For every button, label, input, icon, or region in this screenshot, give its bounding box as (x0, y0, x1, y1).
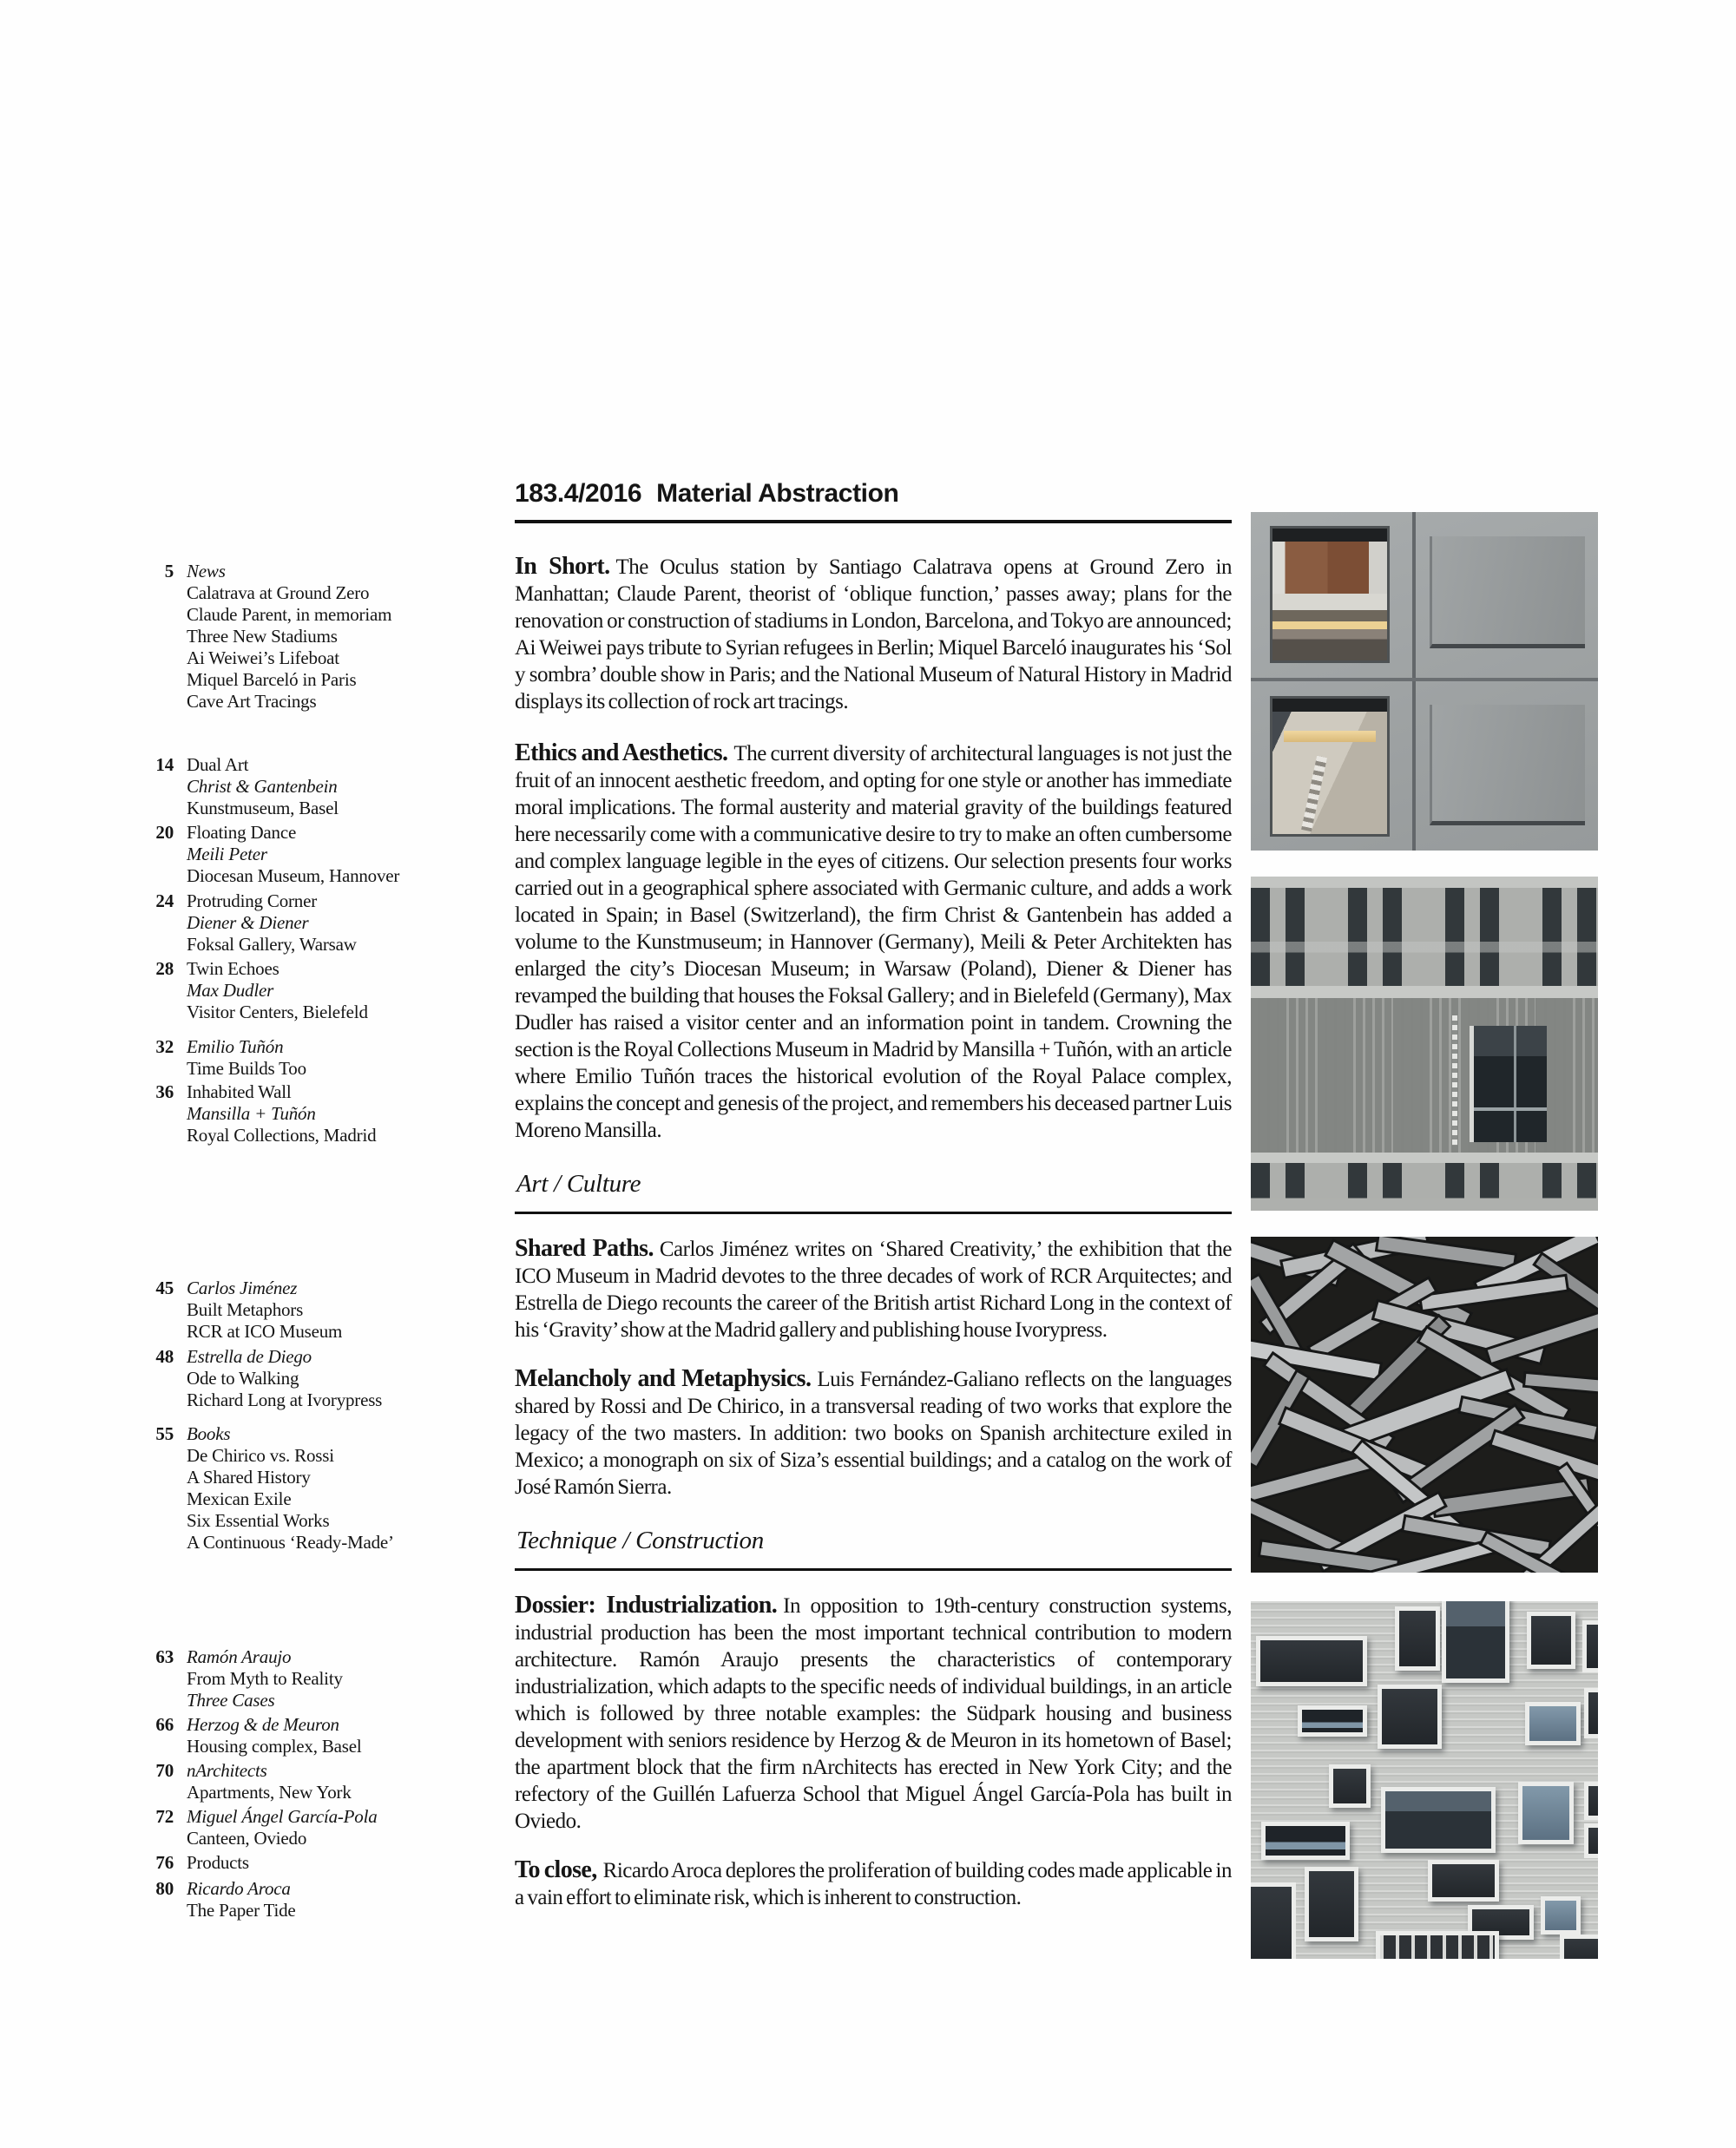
toc-page-number: 24 (155, 890, 174, 911)
toc-line: Six Essential Works (187, 1510, 330, 1531)
toc-page-number: 36 (155, 1081, 174, 1102)
toc-page-number: 45 (155, 1278, 174, 1298)
paragraph-lead: Shared Paths. (515, 1235, 654, 1262)
facade-window (1261, 1822, 1350, 1860)
toc-entry-dual-art (120, 754, 512, 819)
paragraph-lead: Melancholy and Metaphysics. (515, 1365, 812, 1392)
toc-line: Emilio Tuñón (187, 1036, 284, 1057)
paragraph-lead: Dossier: Industrialization. (515, 1592, 778, 1619)
paragraph-text: In opposition to 19th-century construction systems, industrial production has been the most important technical contribution to modern architecture. Ramón Araujo presents the characteristics of contemporary industrialization, which adapts to the specific needs of individual buildings, in an article which is followed by three notable examples: the Südpark housing and business development with seniors residence by Herzog & de Meuron in its hometown of Basel; the apartment block that the firm nArchitects has erected in New York City; and the refectory of the Guillén Lafuerza School that Miguel Ángel García-Pola has built in Oviedo. (515, 1594, 1232, 1833)
upper-window-register (1251, 888, 1598, 986)
facade-window (1541, 1896, 1581, 1935)
facade-window (1442, 1601, 1509, 1683)
paragraph-text: The Oculus station by Santiago Calatrava opens at Ground Zero in Manhattan; Claude Parent, theorist of ‘oblique function,’ passes away; plans for the renovation or construction of stadiums in London, Barcelona, and Tokyo are announced; Ai Weiwei pays tribute to Syrian refugees in Berlin; Miquel Barceló inaugurates his ‘Sol y sombra’ double show in Paris; and the National Museum of Natural History in Madrid displays its collection of rock art tracings. (515, 555, 1232, 713)
facade-window (1428, 1860, 1499, 1902)
toc-line: Visitor Centers, Bielefeld (187, 1002, 368, 1022)
summary-column (515, 479, 1232, 1933)
facade-window (1584, 1823, 1598, 1858)
toc-page-number: 70 (155, 1760, 174, 1781)
toc-line: De Chirico vs. Rossi (187, 1445, 334, 1466)
toc-page-number: 5 (164, 561, 174, 581)
toc-line: Herzog & de Meuron (187, 1714, 339, 1735)
facade-window (1525, 1702, 1581, 1745)
facade-window (1560, 1935, 1598, 1959)
paragraph-shared-paths (515, 1235, 1232, 1343)
toc-line: Miguel Ángel García-Pola (187, 1806, 378, 1827)
toc-line: Built Metaphors (187, 1299, 304, 1320)
lower-window-register (1251, 1163, 1598, 1211)
toc-page-number: 63 (155, 1646, 174, 1667)
toc-line: Royal Collections, Madrid (187, 1125, 377, 1146)
toc-line: The Paper Tide (187, 1900, 296, 1921)
toc-line: Christ & Gantenbein (187, 776, 338, 797)
toc-entry-ode-to-walking (120, 1346, 512, 1411)
facade-window (1584, 1688, 1598, 1738)
toc-line: A Continuous ‘Ready-Made’ (187, 1532, 394, 1553)
toc-line: Kunstmuseum, Basel (187, 798, 339, 818)
facade-window (1527, 1612, 1575, 1669)
section-heading-art-culture: Art / Culture (515, 1168, 1232, 1214)
toc-line: Products (187, 1852, 249, 1873)
toc-line: Miquel Barceló in Paris (187, 669, 357, 690)
ladder (1301, 755, 1327, 831)
toc-line: Books (187, 1423, 231, 1444)
toc-line: Three Cases (187, 1690, 275, 1711)
toc-line: Apartments, New York (187, 1782, 352, 1803)
paragraph-in-short (515, 553, 1232, 715)
window-lower (1270, 696, 1390, 837)
paragraph-lead: Ethics and Aesthetics. (515, 739, 728, 766)
toc-line: Inhabited Wall (187, 1081, 292, 1102)
toc-line: Diocesan Museum, Hannover (187, 865, 400, 886)
paragraph-lead: To close, (515, 1856, 597, 1883)
toc-page-number: 76 (155, 1852, 174, 1873)
paragraph-lead: In Short. (515, 553, 610, 580)
toc-line: Richard Long at Ivorypress (187, 1389, 383, 1410)
toc-entry-products (120, 1852, 512, 1874)
ceiling-light (1284, 731, 1376, 742)
paragraph-dossier-industrialization (515, 1592, 1232, 1835)
page-title (515, 479, 1232, 523)
toc-line: Mexican Exile (187, 1488, 292, 1509)
toc-line: Dual Art (187, 754, 249, 775)
toc-entry-floating-dance (120, 822, 512, 887)
toc-line: Floating Dance (187, 822, 297, 843)
toc-line: Ricardo Aroca (187, 1878, 291, 1899)
toc-entry-books (120, 1423, 512, 1554)
paragraph-text: Luis Fernández-Galiano reflects on the languages shared by Rossi and De Chirico, in a transversal reading of two works that explore the legacy of the two masters. In addition: two books on Spanish architecture exiled in Mexico; a monograph on six of Siza’s essential buildings; and a catalog on the work of José Ramón Sierra. (515, 1368, 1232, 1499)
toc-entry-news (120, 561, 512, 713)
toc-line: Ai Weiwei’s Lifeboat (187, 647, 339, 668)
facade-window (1395, 1606, 1440, 1671)
toc-page-number: 14 (155, 754, 174, 775)
panel-seam (1251, 678, 1598, 681)
issue-title: Material Abstraction (656, 479, 899, 508)
toc-line: Carlos Jiménez (187, 1278, 298, 1298)
toc-line: Calatrava at Ground Zero (187, 582, 370, 603)
toc-page-number: 80 (155, 1878, 174, 1899)
toc-line: Estrella de Diego (187, 1346, 312, 1367)
toc-line: Mansilla + Tuñón (187, 1103, 316, 1124)
toc-line: Max Dudler (187, 980, 274, 1001)
section-heading-technique-construction: Technique / Construction (515, 1525, 1232, 1571)
toc-entry-time-builds-too (120, 1036, 512, 1080)
raised-concrete-panel (1430, 705, 1585, 825)
facade-window (1256, 1636, 1367, 1686)
paragraph-text: The current diversity of architectural languages is not just the fruit of an innocent aesthetic freedom, and opting for one style or another has immediate moral implications. The formal austerity and material gravity of the buildings featured here necessarily come with a communicative desire to try to make an often cumbersome and complex language legible in the eyes of citizens. Our selection presents four works carried out in a geographical sphere associated with Germanic culture, and adds a work located in Spain; in Basel (Switzerland), the firm Christ & Gantenbein has added a volume to the Kunstmuseum; in Hannover (Germany), Meili & Peter Architekten has enlarged the city’s Diocesan Museum; in Warsaw (Poland), Diener & Diener has revamped the building that houses the Foksal Gallery; and in Bielefeld (Germany), Max Dudler has raised a visitor center and an information point in tandem. Crowning the section is the Royal Collections Museum in Madrid by Mansilla + Tuñón, with an article where Emilio Tuñón traces the historical evolution of the Royal Palace complex, explains the concept and genesis of the project, and remembers his deceased partner Luis Moreno Mansilla. (515, 742, 1232, 1142)
toc-page-number: 48 (155, 1346, 174, 1367)
toc-line: Ramón Araujo (187, 1646, 292, 1667)
facade-window-balcony (1376, 1931, 1499, 1959)
toc-line: News (187, 561, 226, 581)
paragraph-text: Carlos Jiménez writes on ‘Shared Creativity,’ the exhibition that the ICO Museum in Madrid devotes to the three decades of work of RCR Arquitectes; and Estrella de Diego recounts the career of the British artist Richard Long in the context of his ‘Gravity’ show at the Madrid gallery and publishing house Ivorypress. (515, 1238, 1232, 1342)
toc-line: Protruding Corner (187, 890, 317, 911)
toc-entry-housing-complex (120, 1714, 512, 1757)
toc-page-number: 72 (155, 1806, 174, 1827)
toc-entry-canteen (120, 1806, 512, 1849)
toc-page-number: 66 (155, 1714, 174, 1735)
facade-window (1251, 1882, 1296, 1959)
toc-line: Canteen, Oviedo (187, 1828, 307, 1849)
toc-line: Twin Echoes (187, 958, 279, 979)
large-window (1470, 1026, 1547, 1142)
toc-line: Diener & Diener (187, 912, 309, 933)
toc-line: Foksal Gallery, Warsaw (187, 934, 357, 955)
issue-number: 183.4/2016 (515, 479, 642, 508)
photo-concrete-panel-facade (1251, 512, 1598, 851)
facade-window (1298, 1705, 1367, 1737)
raised-concrete-panel (1430, 536, 1585, 648)
toc-entry-from-myth-to-reality (120, 1646, 512, 1711)
toc-page-number: 28 (155, 958, 174, 979)
facade-window (1378, 1685, 1442, 1749)
toc-line: Ode to Walking (187, 1368, 299, 1389)
toc-line: A Shared History (187, 1467, 311, 1488)
toc-entry-inhabited-wall (120, 1081, 512, 1146)
toc-line: RCR at ICO Museum (187, 1321, 343, 1342)
toc-line: Claude Parent, in memoriam (187, 604, 392, 625)
paragraph-to-close (515, 1856, 1232, 1911)
facade-window (1381, 1787, 1496, 1853)
toc-entry-protruding-corner (120, 890, 512, 956)
facade-window (1518, 1782, 1574, 1844)
toc-line: From Myth to Reality (187, 1668, 343, 1689)
toc-entry-twin-echoes (120, 958, 512, 1023)
photo-facade-scattered-windows (1251, 1601, 1598, 1959)
toc-entry-built-metaphors (120, 1278, 512, 1343)
photo-slate-plank-installation (1251, 1237, 1598, 1573)
paragraph-ethics-aesthetics (515, 739, 1232, 1144)
slate-planks-graphic (1251, 1237, 1598, 1573)
photo-striped-stone-facade (1251, 877, 1598, 1211)
toc-entry-apartments (120, 1760, 512, 1803)
facade-window (1305, 1867, 1358, 1941)
panel-seam (1412, 512, 1416, 851)
toc-line: Housing complex, Basel (187, 1736, 362, 1757)
paragraph-melancholy-metaphysics (515, 1365, 1232, 1501)
toc-page-number: 32 (155, 1036, 174, 1057)
toc-line: Meili Peter (187, 844, 267, 864)
facade-window (1584, 1782, 1598, 1820)
toc-line: Three New Stadiums (187, 626, 338, 647)
toc-entry-paper-tide (120, 1878, 512, 1921)
toc-line: nArchitects (187, 1760, 267, 1781)
perforated-strip (1452, 1015, 1457, 1146)
toc-page-number: 20 (155, 822, 174, 843)
toc-line: Time Builds Too (187, 1058, 306, 1079)
facade-window (1582, 1620, 1598, 1672)
paragraph-text: Ricardo Aroca deplores the proliferation of building codes made applicable in a vain effort to eliminate risk, which is inherent to construction. (515, 1859, 1232, 1909)
toc-line: Cave Art Tracings (187, 691, 317, 712)
facade-window (1329, 1764, 1371, 1808)
window-upper (1270, 526, 1390, 663)
toc-page-number: 55 (155, 1423, 174, 1444)
